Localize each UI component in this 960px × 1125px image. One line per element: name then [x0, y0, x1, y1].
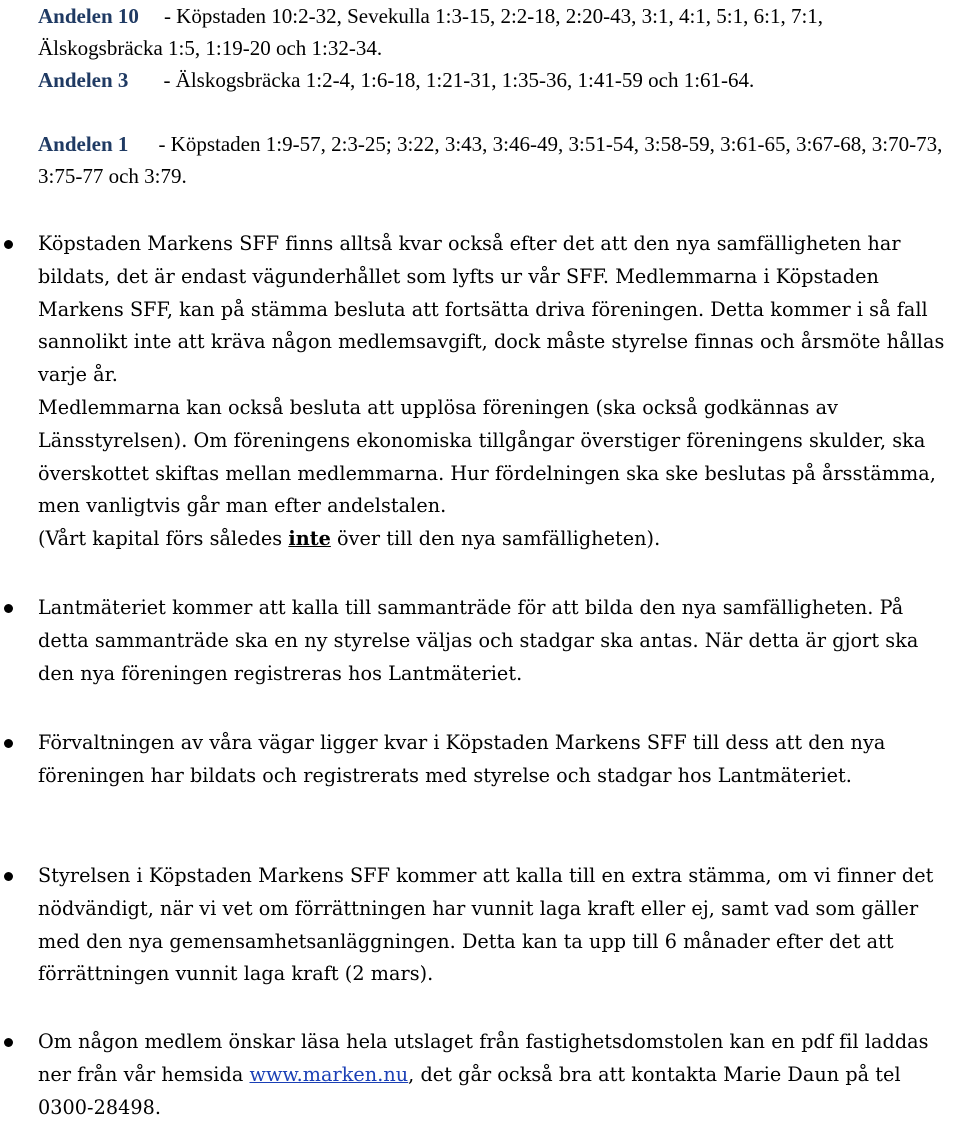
andel-10-entry [38, 0, 950, 64]
andel-1-properties: - Köpstaden 1:9-57, 2:3-25; 3:22, 3:43, 3:46-49, 3:51-54, 3:58-59, 3:61-65, 3:67-68, 3:70-73, 3:75-77 och 3:79. [38, 132, 943, 188]
capital-note-start: (Vårt kapital förs således [38, 527, 289, 551]
andel-10-label: Andelen 10 [38, 4, 139, 28]
bullet-samfallighetsforening-kvar [38, 228, 960, 556]
paragraph-court-ruling-pdf [38, 1026, 960, 1124]
paragraph-association-remains: Köpstaden Markens SFF finns alltså kvar också efter det att den nya samfälligheten har bildats, det är endast vägunderhållet som lyfts ur vår SFF. Medlemmarna i Köpstaden Markens SFF, kan på stämma besluta att fortsätta driva föreningen. Detta kommer i så fall sannolikt inte att kräva någon medlemsavgift, dock måste styrelse finnas och årsmöte hållas varje år. [38, 232, 945, 387]
pdf-info-start: Om någon medlem önskar läsa hela utslaget från fastighetsdomstolen kan en pdf fil laddas ner från vår hemsida [38, 1030, 929, 1086]
bullet-lantmateriet-meeting [38, 592, 960, 690]
bullet-dot-icon [4, 739, 13, 748]
paragraph-lantmateriet-meeting: Lantmäteriet kommer att kalla till sammanträde för att bilda den nya samfälligheten. På detta sammanträde ska en ny styrelse väljas och stadgar ska antas. När detta är gjort ska den nya föreningen registreras hos Lantmäteriet. [38, 596, 919, 685]
andel-3-properties: - Älskogsbräcka 1:2-4, 1:6-18, 1:21-31, 1:35-36, 1:41-59 och 1:61-64. [163, 68, 755, 92]
bullet-road-management [38, 727, 960, 793]
contact-info: , det går också bra att kontakta Marie Daun på tel 0300-28498. [38, 1062, 901, 1119]
paragraph-dissolve-option: Medlemmarna kan också besluta att upplösa föreningen (ska också godkännas av Länsstyrelsen). Om föreningens ekonomiska tillgångar överstiger föreningens skulder, ska överskottet skiftas mellan medlemmarna. Hur fördelningen ska ske beslutas på årsstämma, men vanligtvis går man efter andelstalen. [38, 395, 936, 518]
bullet-extra-meeting [38, 860, 960, 991]
bullet-court-ruling-pdf [38, 1026, 960, 1124]
andel-10-properties: - Köpstaden 10:2-32, Sevekulla 1:3-15, 2:2-18, 2:20-43, 3:1, 4:1, 5:1, 6:1, 7:1, Älskogsbräcka 1:5, 1:19-20 och 1:32-34. [38, 4, 824, 60]
capital-note-end: över till den nya samfälligheten). [330, 527, 661, 551]
bullet-dot-icon [4, 872, 13, 881]
andel-1-entry [38, 128, 950, 192]
website-link[interactable]: www.marken.nu [249, 1062, 409, 1086]
paragraph-extra-meeting: Styrelsen i Köpstaden Markens SFF kommer att kalla till en extra stämma, om vi finner det nödvändigt, när vi vet om förrättningen har vunnit laga kraft eller ej, samt vad som gäller med den nya gemensamhetsanläggningen. Detta kan ta upp till 6 månader efter det att förrättningen vunnit laga kraft (2 mars). [38, 864, 934, 986]
andel-3-label: Andelen 3 [38, 68, 129, 92]
paragraph-capital-note [38, 523, 960, 556]
bullet-dot-icon [4, 240, 13, 249]
capital-note-emphasis: inte [288, 527, 331, 551]
bullet-dot-icon [4, 604, 13, 613]
andel-1-label: Andelen 1 [38, 132, 129, 156]
andel-3-entry [38, 64, 950, 96]
bullet-dot-icon [4, 1038, 13, 1047]
paragraph-road-management: Förvaltningen av våra vägar ligger kvar i Köpstaden Markens SFF till dess att den nya föreningen har bildats och registrerats med styrelse och stadgar hos Lantmäteriet. [38, 731, 886, 787]
